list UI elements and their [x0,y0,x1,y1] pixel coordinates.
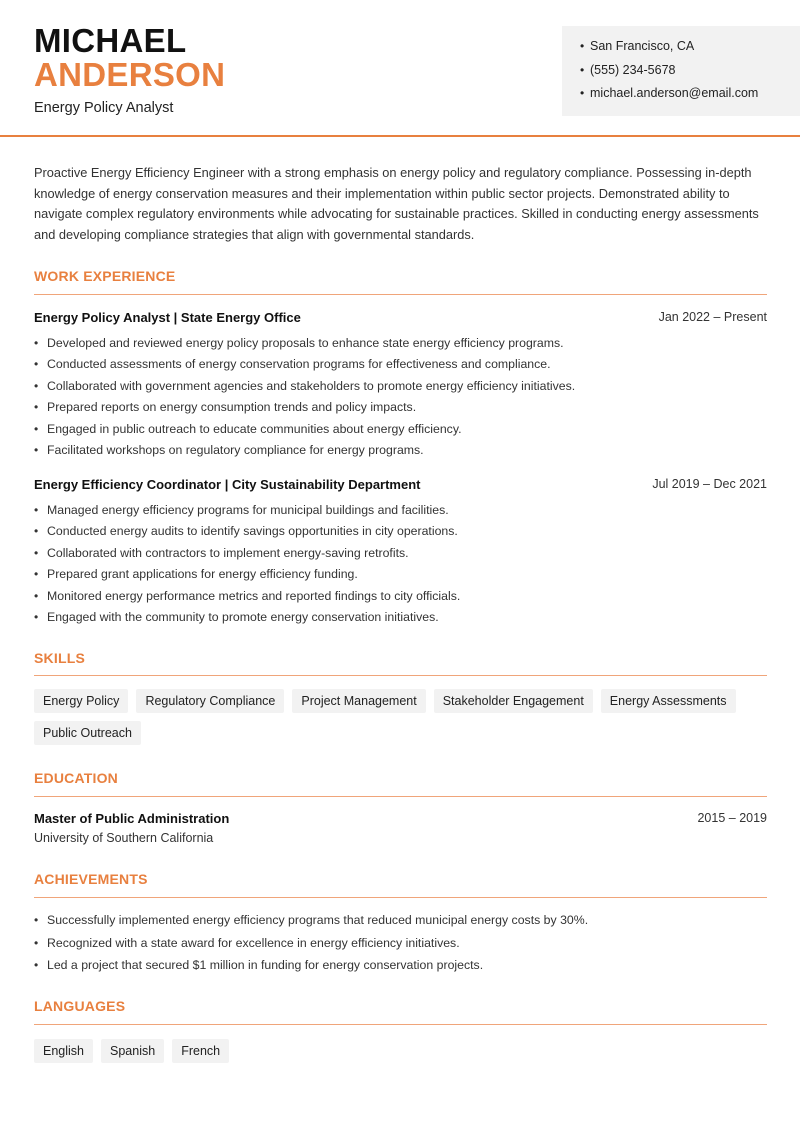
bullet-icon: • [34,545,39,560]
section-divider [34,796,767,797]
list-item: • Engaged in public outreach to educate communities about energy efficiency. [34,421,462,436]
job-role: Energy Policy Analyst | State Energy Office [34,310,301,325]
job-bullets [34,503,767,631]
degree: Master of Public Administration [34,811,230,826]
contact-phone [580,62,800,86]
bullet-icon: • [34,357,39,372]
email-text: michael.anderson@email.com [590,86,759,100]
section-divider [34,294,767,295]
contact-box [562,26,800,116]
section-title-skills: SKILLS [34,650,85,666]
contact-location [580,38,800,62]
bullet-icon: • [580,62,585,77]
language-chip: French [172,1039,229,1063]
skills-list [34,689,767,745]
languages-list [34,1039,767,1063]
bullet-icon: • [34,421,39,436]
section-divider [34,897,767,898]
bullet-icon: • [34,588,39,603]
bullet-icon: • [34,958,39,972]
bullet-icon: • [34,400,39,415]
summary-paragraph: Proactive Energy Efficiency Engineer with a strong emphasis on energy policy and regulatory compliance. Possessing in-depth knowledge of energy conservation measures and their implementation within public sector projects. Demonstrated ability to navigate complex regulatory environments while advocating for sustainable practices. Skilled in conducting energy assessments and developing compliance strategies that align with governmental standards. [34,165,759,242]
section-title-languages: LANGUAGES [34,998,126,1014]
skill-chip: Regulatory Compliance [136,689,284,713]
list-item: • Collaborated with government agencies and stakeholders to promote energy efficiency initiatives. [34,378,576,393]
bullet-icon: • [580,39,585,53]
job-title: Energy Policy Analyst [34,100,174,116]
list-item: • Collaborated with contractors to implement energy-saving retrofits. [34,545,409,560]
skill-chip: Public Outreach [34,721,141,745]
skill-chip: Energy Assessments [601,689,736,713]
bullet-icon: • [34,913,39,927]
job-dates: Jul 2019 – Dec 2021 [652,477,767,491]
skill-chip: Project Management [292,689,425,713]
skill-chip: Stakeholder Engagement [434,689,593,713]
achievements-list [34,913,767,981]
list-item: • Led a project that secured $1 million in funding for energy conservation projects. [34,958,484,972]
job-dates: Jan 2022 – Present [658,310,767,324]
list-item: • Recognized with a state award for excellence in energy efficiency initiatives. [34,935,460,950]
bullet-icon: • [34,378,39,393]
bullet-icon: • [34,442,39,457]
bullet-icon: • [34,524,39,539]
list-item: • Facilitated workshops on regulatory compliance for energy programs. [34,442,424,457]
list-item: • Monitored energy performance metrics and reported findings to city officials. [34,588,461,603]
bullet-icon: • [580,86,585,100]
job-role: Energy Efficiency Coordinator | City Sustainability Department [34,477,421,492]
section-title-work: WORK EXPERIENCE [34,268,176,284]
job-bullets [34,336,767,464]
section-title-achievements: ACHIEVEMENTS [34,871,148,887]
bullet-icon: • [34,609,39,624]
phone-text: (555) 234-5678 [590,62,676,77]
list-item: • Successfully implemented energy efficiency programs that reduced municipal energy costs by 30%. [34,913,589,927]
location-text: San Francisco, CA [590,39,695,53]
bullet-icon: • [34,503,39,517]
section-divider [34,1024,767,1025]
education-dates: 2015 – 2019 [697,811,767,825]
first-name: MICHAEL [34,22,187,59]
language-chip: Spanish [101,1039,164,1063]
list-item: • Prepared reports on energy consumption trends and policy impacts. [34,400,417,415]
bullet-icon: • [34,567,39,582]
bullet-icon: • [34,935,39,950]
section-divider [34,675,767,676]
skill-chip: Energy Policy [34,689,128,713]
language-chip: English [34,1039,93,1063]
list-item: • Developed and reviewed energy policy proposals to enhance state energy efficiency programs. [34,336,564,350]
contact-email [580,85,800,109]
bullet-icon: • [34,336,39,350]
resume-header [0,0,800,137]
list-item: • Conducted energy audits to identify savings opportunities in city operations. [34,524,458,539]
list-item: • Conducted assessments of energy conservation programs for effectiveness and compliance. [34,357,551,372]
school: University of Southern California [34,831,214,845]
list-item: • Managed energy efficiency programs for municipal buildings and facilities. [34,503,449,517]
list-item: • Prepared grant applications for energy efficiency funding. [34,567,358,582]
section-title-education: EDUCATION [34,770,118,786]
last-name: ANDERSON [34,56,226,93]
list-item: • Engaged with the community to promote energy conservation initiatives. [34,609,439,624]
